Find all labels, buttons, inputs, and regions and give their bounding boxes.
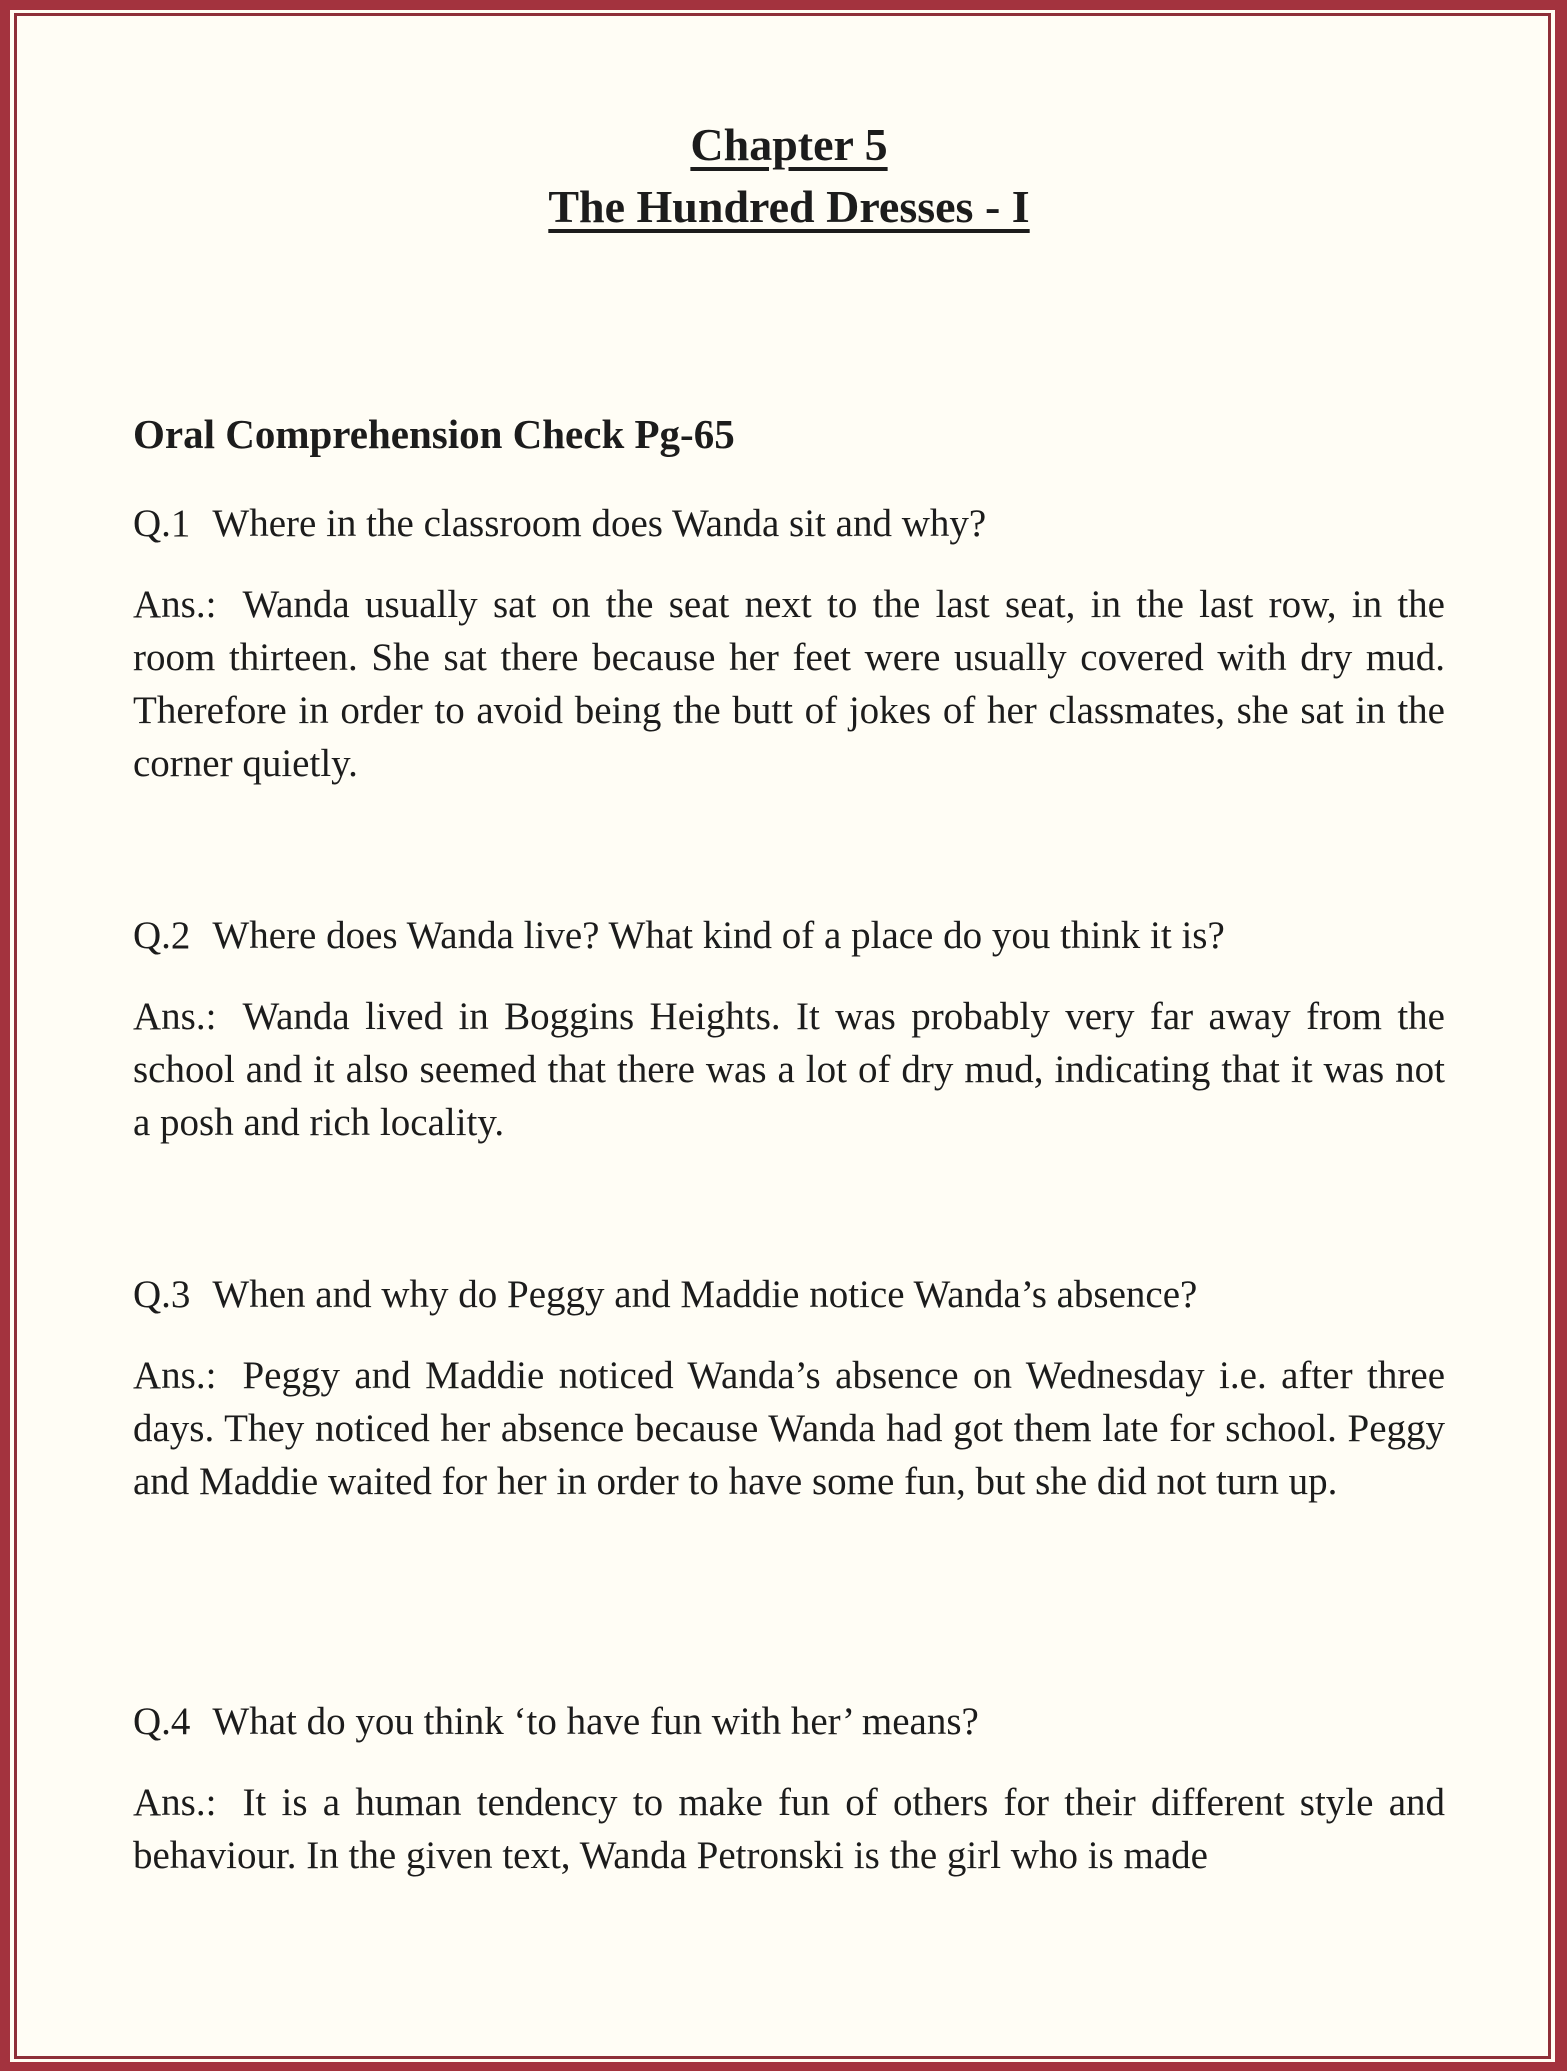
answer-text-3: Peggy and Maddie noticed Wanda’s absence on Wednesday i.e. after three days. They noticed her absence because Wanda had got them late for school. Peggy and Maddie waited for her in order to have some fun, but she did not turn up. xyxy=(133,1354,1445,1503)
qa-block-1 xyxy=(133,498,1445,790)
qa-block-3 xyxy=(133,1269,1445,1508)
question-number-2: Q.2 xyxy=(133,914,191,957)
answer-label-3: Ans.: xyxy=(133,1354,217,1397)
section-heading: Oral Comprehension Check Pg-65 xyxy=(133,411,735,457)
question-number-4: Q.4 xyxy=(133,1700,191,1743)
question-line-2 xyxy=(133,910,1445,962)
answer-label-1: Ans.: xyxy=(133,583,217,626)
question-text-2: Where does Wanda live? What kind of a place do you think it is? xyxy=(212,914,1225,957)
answer-paragraph-3 xyxy=(133,1349,1445,1508)
answer-paragraph-4 xyxy=(133,1776,1445,1882)
question-line-3 xyxy=(133,1269,1445,1321)
answer-label-4: Ans.: xyxy=(133,1781,217,1824)
answer-text-2: Wanda lived in Boggins Heights. It was probably very far away from the school and it also seemed that there was a lot of dry mud, indicating that it was not a posh and rich locality. xyxy=(133,995,1445,1144)
answer-label-2: Ans.: xyxy=(133,995,217,1038)
question-text-1: Where in the classroom does Wanda sit and why? xyxy=(212,502,987,545)
question-number-1: Q.1 xyxy=(133,502,191,545)
chapter-title-line2-text: The Hundred Dresses - I xyxy=(548,181,1030,232)
document-page xyxy=(14,13,1551,2059)
answer-text-1: Wanda usually sat on the seat next to the last seat, in the last row, in the room thirteen. She sat there because her feet were usually covered with dry mud. Therefore in order to avoid being the butt of jokes of her classmates, she sat in the corner quietly. xyxy=(133,583,1445,785)
qa-block-2 xyxy=(133,910,1445,1149)
question-number-3: Q.3 xyxy=(133,1273,191,1316)
question-line-1 xyxy=(133,498,1445,550)
question-line-4 xyxy=(133,1696,1445,1748)
border-gap-line xyxy=(10,10,1555,2062)
answer-paragraph-2 xyxy=(133,990,1445,1149)
answer-paragraph-1 xyxy=(133,578,1445,790)
chapter-title-line1-text: Chapter 5 xyxy=(690,119,888,170)
answer-text-4: It is a human tendency to make fun of others for their different style and behaviour. In the given text, Wanda Petronski is the girl who is made xyxy=(133,1781,1445,1877)
qa-block-4 xyxy=(133,1696,1445,1882)
chapter-title-line2 xyxy=(133,176,1445,238)
chapter-title xyxy=(133,114,1445,238)
question-text-3: When and why do Peggy and Maddie notice Wanda’s absence? xyxy=(212,1273,1198,1316)
chapter-title-line1 xyxy=(133,114,1445,176)
question-text-4: What do you think ‘to have fun with her’ means? xyxy=(212,1700,979,1743)
